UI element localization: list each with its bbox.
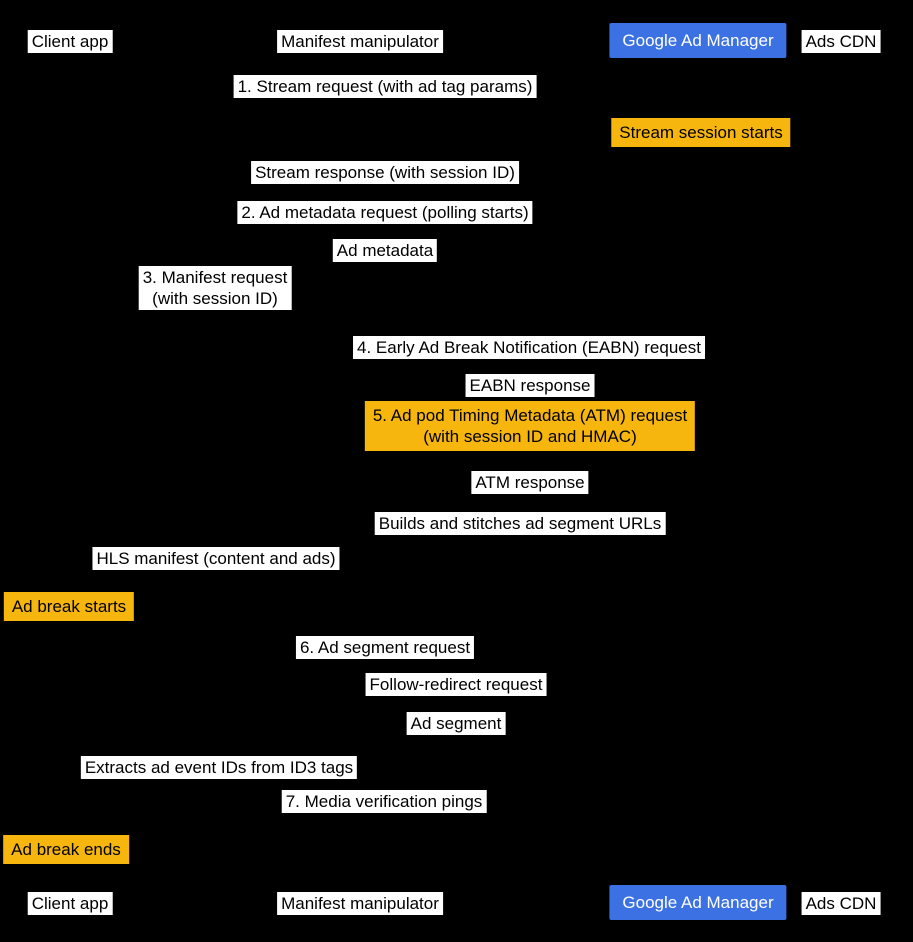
message-extracts-ad-event-ids-from-id3-tags xyxy=(81,756,357,779)
label-line: (with session ID) xyxy=(152,289,278,308)
participant-google-ad-manager-bottom: Google Ad Manager xyxy=(609,885,786,920)
message-6-ad-segment-request xyxy=(296,636,474,659)
message-stream-response-with-session-id xyxy=(251,161,519,184)
message-7-media-verification-pings xyxy=(282,790,487,813)
label-line: 4. Early Ad Break Notification (EABN) request xyxy=(357,338,701,357)
participant-manifest-manipulator-top: Manifest manipulator xyxy=(277,30,443,53)
message-1-stream-request-with-ad-tag-params xyxy=(234,75,537,98)
note-stream-session-starts xyxy=(611,118,790,147)
label-line: Extracts ad event IDs from ID3 tags xyxy=(84,758,354,777)
message-hls-manifest-content-and-ads xyxy=(92,547,339,570)
label-line: 2. Ad metadata request (polling starts) xyxy=(241,203,529,222)
label-line: Ad break ends xyxy=(11,840,121,859)
participant-ads-cdn-bottom: Ads CDN xyxy=(802,892,881,915)
label-line: 6. Ad segment request xyxy=(299,638,471,657)
label-line: Builds and stitches ad segment URLs xyxy=(378,514,662,533)
label-line: Ad metadata xyxy=(336,241,434,260)
message-4-early-ad-break-notification-eabn-request xyxy=(353,336,705,359)
note-ad-break-ends xyxy=(3,835,129,864)
label-line: 1. Stream request (with ad tag params) xyxy=(237,77,533,96)
label-line: 3. Manifest request xyxy=(142,268,288,287)
label-line: EABN response xyxy=(469,376,591,395)
label-line: Ad segment xyxy=(410,714,502,733)
label-line: ATM response xyxy=(475,473,585,492)
message-ad-segment xyxy=(407,712,506,735)
label-line: (with session ID and HMAC) xyxy=(423,427,637,446)
message-builds-and-stitches-ad-segment-urls xyxy=(375,512,666,535)
message-ad-metadata xyxy=(333,239,437,262)
label-line: HLS manifest (content and ads) xyxy=(96,549,336,568)
participant-manifest-manipulator-bottom: Manifest manipulator xyxy=(277,892,443,915)
message-3-manifest-request xyxy=(139,266,292,310)
label-line: 5. Ad pod Timing Metadata (ATM) request xyxy=(372,406,688,425)
message-follow-redirect-request xyxy=(366,673,547,696)
label-line: Stream response (with session ID) xyxy=(255,163,515,182)
participant-google-ad-manager-top: Google Ad Manager xyxy=(609,23,786,58)
note-ad-break-starts xyxy=(4,592,134,621)
label-line: Ad break starts xyxy=(11,597,127,616)
message-atm-response xyxy=(471,471,588,494)
label-line: 7. Media verification pings xyxy=(285,792,483,811)
label-line: Stream session starts xyxy=(619,123,783,142)
participant-ads-cdn-top: Ads CDN xyxy=(802,30,881,53)
label-line: Follow-redirect request xyxy=(369,675,543,694)
message-eabn-response xyxy=(466,374,595,397)
participant-client-app-top: Client app xyxy=(28,30,113,53)
participant-client-app-bottom: Client app xyxy=(28,892,113,915)
note-5-ad-pod-timing-metadata-atm-request xyxy=(365,401,695,451)
message-2-ad-metadata-request-polling-starts xyxy=(237,201,532,224)
